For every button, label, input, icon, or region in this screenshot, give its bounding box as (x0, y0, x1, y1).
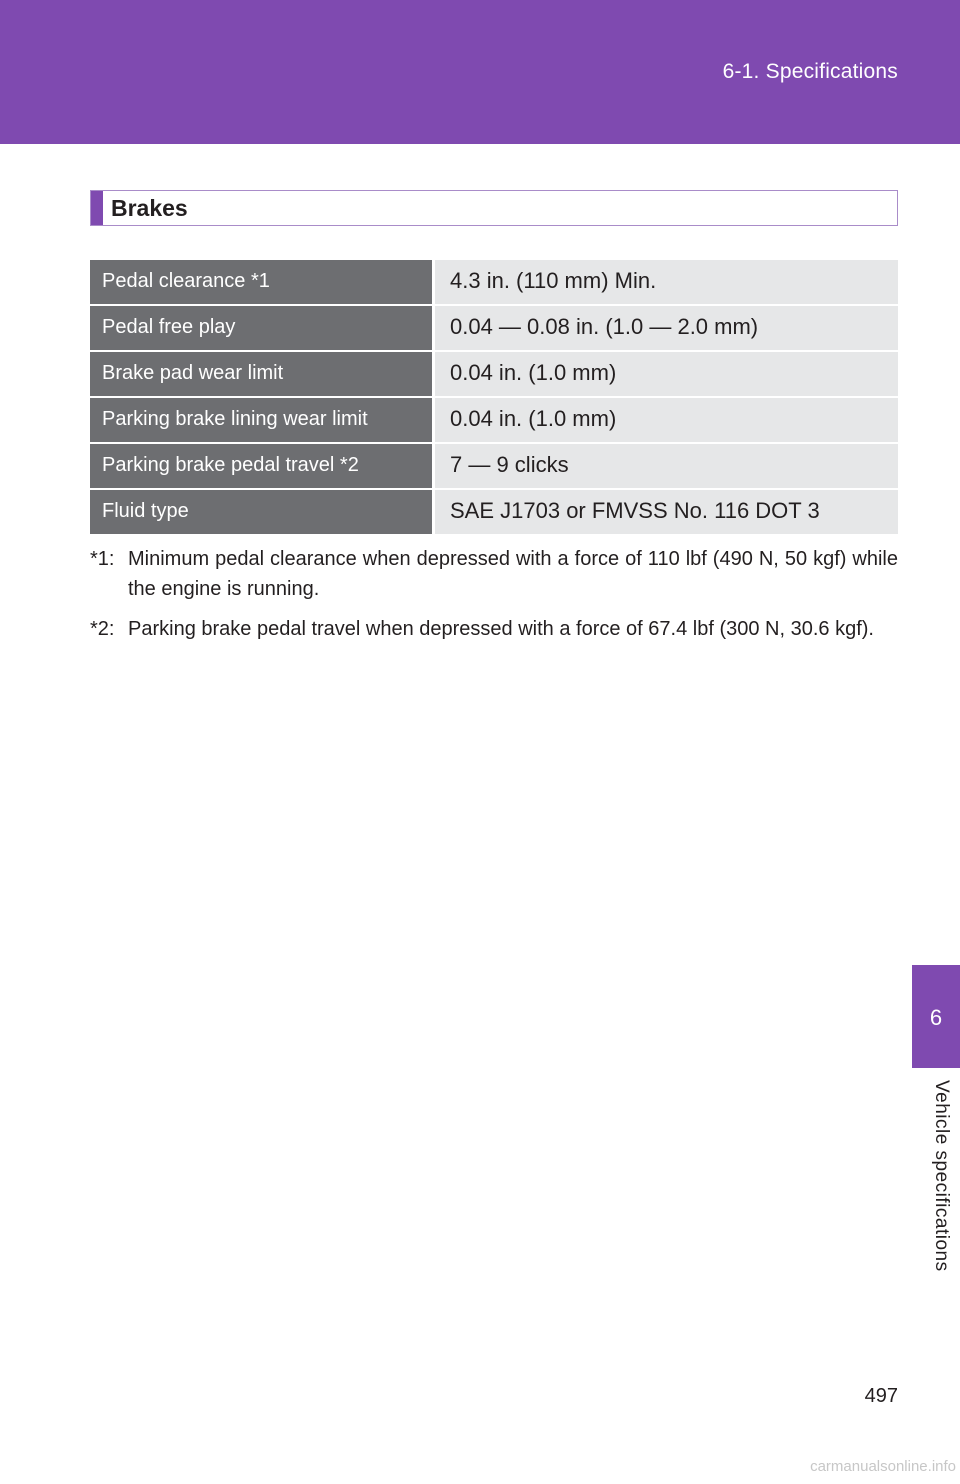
table-row (90, 306, 898, 350)
table-row (90, 352, 898, 396)
table-row (90, 444, 898, 488)
footnotes (90, 544, 898, 654)
footnote-text: Minimum pedal clearance when depressed with a force of 110 lbf (490 N, 50 kgf) while the engine is running. (128, 548, 898, 600)
spec-value: SAE J1703 or FMVSS No. 116 DOT 3 (435, 490, 898, 534)
chapter-title: Vehicle specifications (931, 1080, 952, 1272)
table-row (90, 260, 898, 304)
footnote (90, 614, 898, 644)
spec-value: 7 — 9 clicks (435, 444, 898, 488)
spec-value: 0.04 in. (1.0 mm) (435, 352, 898, 396)
watermark: carmanualsonline.info (810, 1458, 956, 1475)
chapter-tab (912, 965, 960, 1068)
spec-value: 0.04 — 0.08 in. (1.0 — 2.0 mm) (435, 306, 898, 350)
section-title: 6-1. Specifications (722, 60, 898, 83)
section-heading (90, 190, 898, 226)
footnote-mark: *1: (90, 548, 115, 570)
page-number: 497 (864, 1385, 898, 1407)
heading-accent-bar (91, 191, 103, 225)
footnote-text: Parking brake pedal travel when depressed with a force of 67.4 lbf (300 N, 30.6 kgf). (128, 618, 874, 640)
spec-value: 0.04 in. (1.0 mm) (435, 398, 898, 442)
spec-label: Parking brake pedal travel *2 (90, 444, 432, 488)
spec-label: Fluid type (90, 490, 432, 534)
spec-label: Pedal free play (90, 306, 432, 350)
spec-label: Parking brake lining wear limit (90, 398, 432, 442)
spec-label: Brake pad wear limit (90, 352, 432, 396)
chapter-number: 6 (929, 1005, 943, 1030)
table-row (90, 398, 898, 442)
spec-table (90, 260, 898, 536)
spec-value: 4.3 in. (110 mm) Min. (435, 260, 898, 304)
table-row (90, 490, 898, 534)
header-band (0, 0, 960, 144)
footnote (90, 544, 898, 604)
page-title: Brakes (111, 195, 188, 221)
spec-label: Pedal clearance *1 (90, 260, 432, 304)
footnote-mark: *2: (90, 618, 115, 640)
